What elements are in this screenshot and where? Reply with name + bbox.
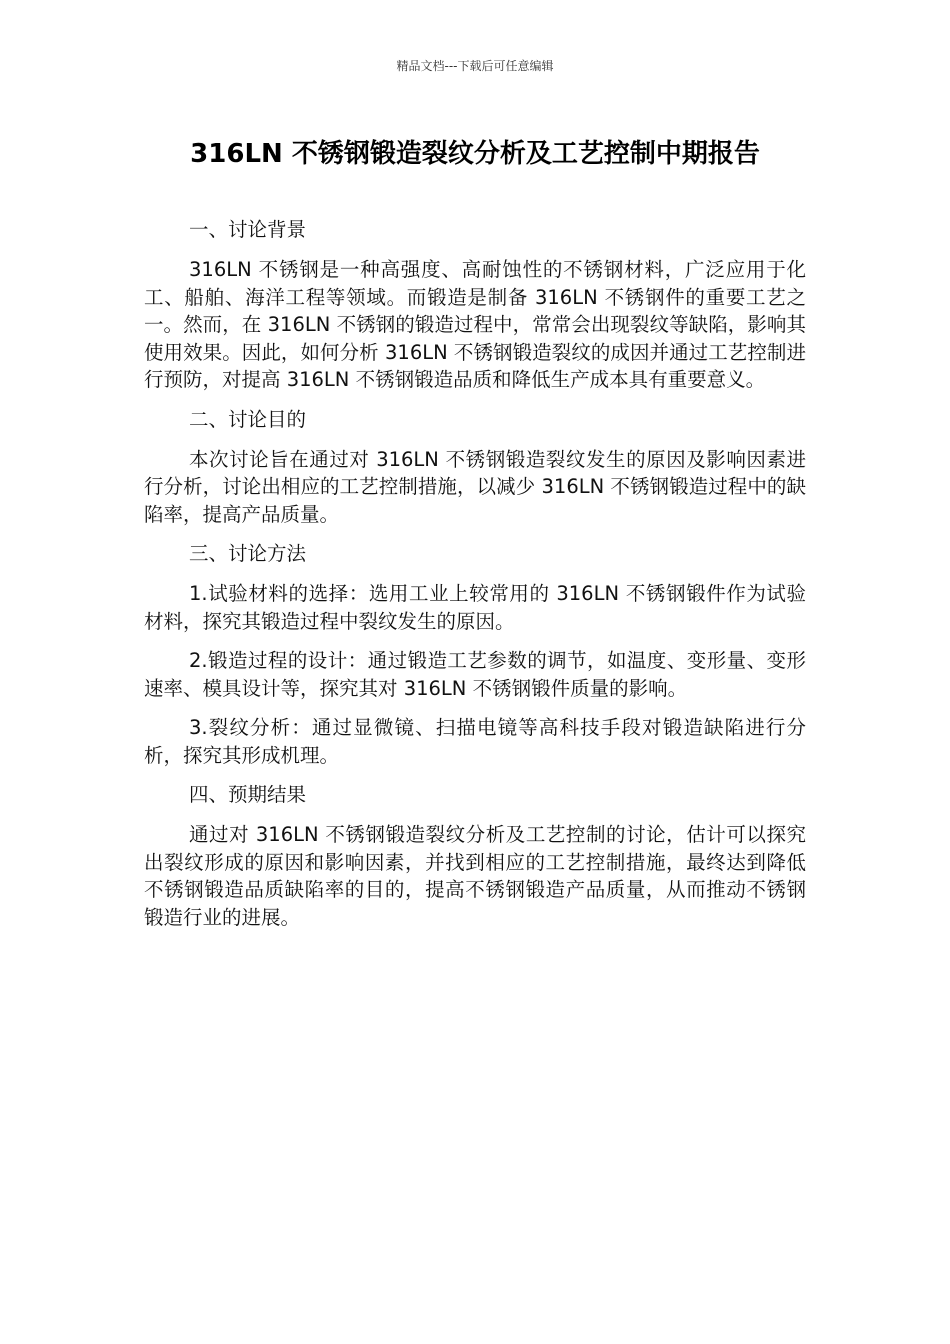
- paragraph: 1.试验材料的选择：选用工业上较常用的 316LN 不锈钢锻件作为试验材料，探究其锻造过程中裂纹发生的原因。: [144, 582, 806, 633]
- section-heading: 二、讨论目的: [189, 407, 307, 431]
- section-expected-results: [144, 781, 806, 931]
- document-body: [144, 216, 806, 943]
- paragraph: 2.锻造过程的设计：通过锻造工艺参数的调节，如温度、变形量、变形速率、模具设计等，探究其对 316LN 不锈钢锻件质量的影响。: [144, 649, 806, 700]
- paragraph: 通过对 316LN 不锈钢锻造裂纹分析及工艺控制的讨论，估计可以探究出裂纹形成的原因和影响因素，并找到相应的工艺控制措施，最终达到降低不锈钢锻造品质缺陷率的目的，提高不锈钢锻造产品质量，从而推动不锈钢锻造行业的进展。: [144, 823, 806, 929]
- section-background: [144, 216, 806, 394]
- document-title: 316LN 不锈钢锻造裂纹分析及工艺控制中期报告: [190, 139, 760, 169]
- paragraph: 3.裂纹分析：通过显微镜、扫描电镜等高科技手段对锻造缺陷进行分析，探究其形成机理。: [144, 716, 806, 767]
- section-method: [144, 540, 806, 769]
- paragraph: 316LN 不锈钢是一种高强度、高耐蚀性的不锈钢材料，广泛应用于化工、船舶、海洋工程等领域。而锻造是制备 316LN 不锈钢件的重要工艺之一。然而，在 316LN 不锈钢的锻造过程中，常常会出现裂纹等缺陷，影响其使用效果。因此，如何分析 316LN 不锈钢锻造裂纹的成因并通过工艺控制进行预防，对提高 316LN 不锈钢锻造品质和降低生产成本具有重要意义。: [144, 258, 806, 391]
- section-heading: 三、讨论方法: [189, 542, 307, 565]
- header-note: 精品文档---下载后可任意编辑: [396, 59, 554, 73]
- section-purpose: [144, 406, 806, 529]
- section-heading: 四、预期结果: [189, 783, 307, 806]
- paragraph: 本次讨论旨在通过对 316LN 不锈钢锻造裂纹发生的原因及影响因素进行分析，讨论出相应的工艺控制措施，以减少 316LN 不锈钢锻造过程中的缺陷率，提高产品质量。: [144, 447, 806, 526]
- section-heading: 一、讨论背景: [189, 218, 307, 241]
